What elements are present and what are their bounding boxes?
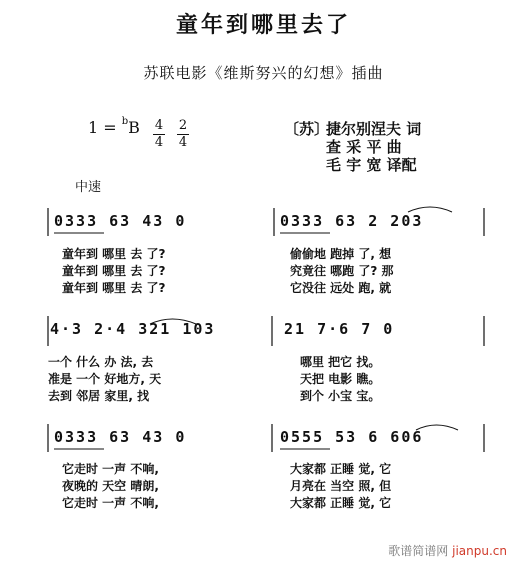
time-signature-2 <box>176 118 190 151</box>
lyric-line: 究竟往 哪跑 了? 那 <box>290 264 394 278</box>
lyric-line: 大家都 正睡 觉, 它 <box>290 462 392 476</box>
notes-system-3-part-2: 0555 53 6 606 <box>280 428 424 446</box>
credit-lyricist: 捷尔别涅夫 词 <box>326 120 422 138</box>
notes-system-3-part-1: 0333 63 43 0 <box>54 428 187 446</box>
lyric-line: 童年到 哪里 去 了? <box>62 247 166 261</box>
lyric-line: 天把 电影 瞧。 <box>300 372 381 386</box>
notes-system-2-part-1: 4·3 2·4 321 103 <box>50 320 216 338</box>
time-sig-2-top: 2 <box>178 118 188 133</box>
time-sig-2-bottom: 4 <box>178 135 188 150</box>
time-sig-1-bottom: 4 <box>154 135 164 150</box>
lyric-line: 到个 小宝 宝。 <box>300 389 381 403</box>
credit-origin: 〔苏〕 <box>284 120 330 138</box>
notes-system-2-part-2: 21 7·6 7 0 <box>284 320 395 338</box>
lyric-line: 去到 邻居 家里, 找 <box>48 389 150 403</box>
key-prefix: 1 = <box>88 118 117 137</box>
lyric-line: 偷偷地 跑掉 了, 想 <box>290 247 392 261</box>
lyric-line: 月亮在 当空 照, 但 <box>290 479 392 493</box>
song-title: 童年到哪里去了 <box>175 13 351 38</box>
time-sig-1-top: 4 <box>154 118 164 133</box>
credit-translator: 毛 宇 宽 译配 <box>326 156 417 174</box>
credit-composer: 查 采 平 曲 <box>326 138 402 156</box>
watermark-domain: jianpu.cn <box>452 544 507 558</box>
notes-system-1-part-1: 0333 63 43 0 <box>54 212 187 230</box>
tempo-marking: 中速 <box>75 180 102 195</box>
notes-system-1-part-2: 0333 63 2 203 <box>280 212 424 230</box>
lyric-line: 一个 什么 办 法, 去 <box>48 355 154 369</box>
key-letter: B <box>128 118 140 137</box>
lyric-line: 大家都 正睡 觉, 它 <box>290 496 392 510</box>
lyric-line: 哪里 把它 找。 <box>300 355 381 369</box>
lyric-line: 童年到 哪里 去 了? <box>62 264 166 278</box>
lyric-line: 童年到 哪里 去 了? <box>62 281 166 295</box>
lyric-line: 它走时 一声 不响, <box>62 496 159 510</box>
lyric-line: 它没往 远处 跑, 就 <box>290 281 392 295</box>
lyric-line: 夜晚的 天空 晴朗, <box>62 479 159 493</box>
song-subtitle: 苏联电影《维斯努兴的幻想》插曲 <box>143 64 384 82</box>
key-signature <box>88 115 140 137</box>
lyric-line: 它走时 一声 不响, <box>62 462 159 476</box>
key-flat: b <box>121 115 129 127</box>
watermark-site: 歌谱简谱网 <box>388 544 449 558</box>
site-watermark <box>388 542 507 559</box>
lyric-line: 准是 一个 好地方, 天 <box>48 372 162 386</box>
time-signature-1 <box>152 118 166 151</box>
